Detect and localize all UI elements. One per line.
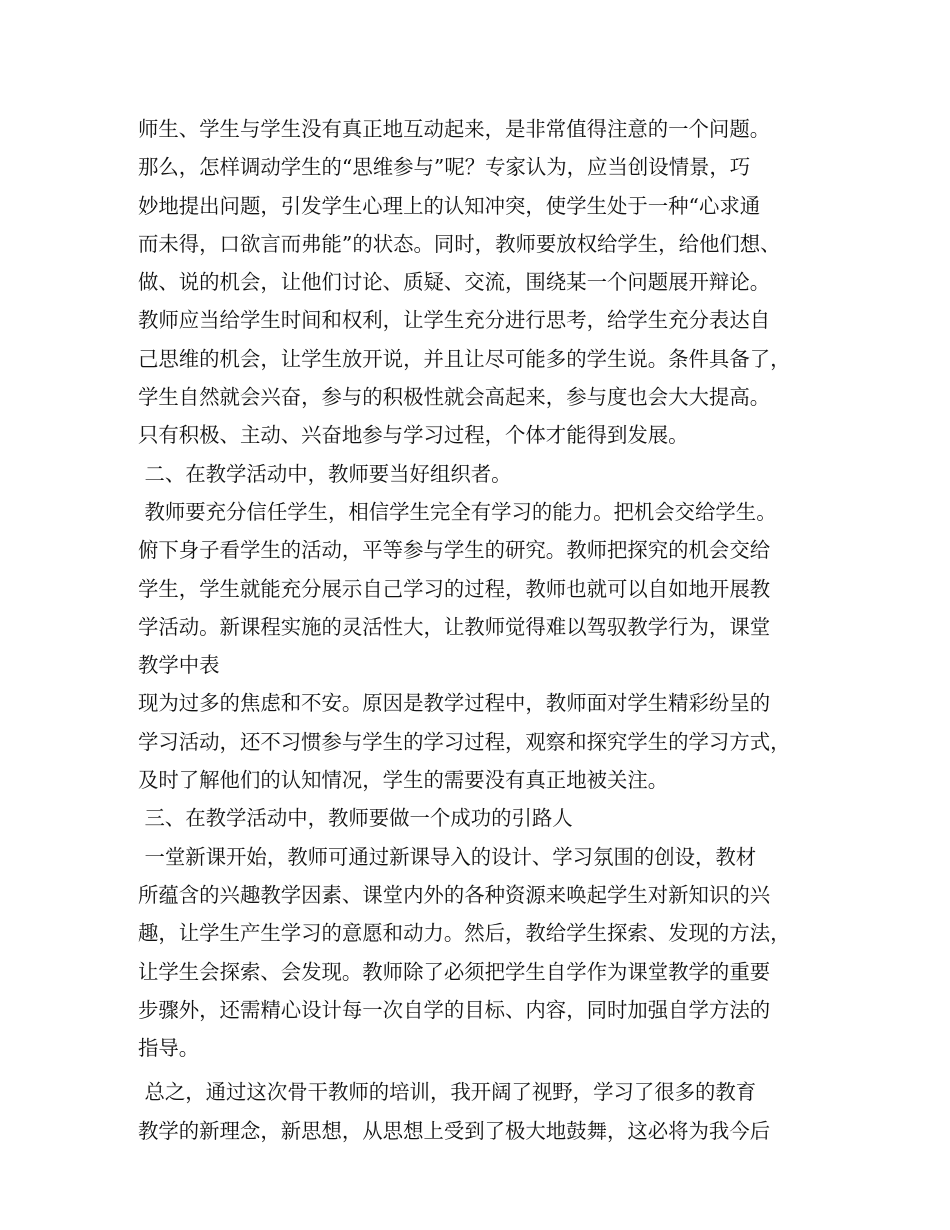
section-heading: 三、在教学活动中，教师要做一个成功的引路人 (138, 806, 573, 831)
text-line: 步骤外，还需精心设计每一次自学的目标、内容，同时加强自学方法的 (138, 997, 771, 1022)
text-line: 让学生会探索、会发现。教师除了必须把学生自学作为课堂教学的重要 (138, 959, 771, 984)
document-body (138, 110, 838, 1150)
text-line: 教学中表 (138, 653, 220, 678)
text-line: 一堂新课开始，教师可通过新课导入的设计、学习氛围的创设，教材 (138, 844, 757, 869)
text-line: 所蕴含的兴趣教学因素、课堂内外的各种资源来唤起学生对新知识的兴 (138, 882, 771, 907)
text-line: 妙地提出问题，引发学生心理上的认知冲突，使学生处于一种“心求通 (138, 193, 761, 218)
text-line: 总之，通过这次骨干教师的培训，我开阔了视野，学习了很多的教育 (138, 1080, 757, 1105)
text-line: 及时了解他们的认知情况，学生的需要没有真正地被关注。 (138, 768, 669, 793)
text-line: 学活动。新课程实施的灵活性大，让教师觉得难以驾驭教学行为，课堂 (138, 614, 771, 639)
text-line: 指导。 (138, 1036, 200, 1061)
text-line: 己思维的机会，让学生放开说，并且让尽可能多的学生说。条件具备了， (138, 346, 791, 371)
text-line: 做、说的机会，让他们讨论、质疑、交流，围绕某一个问题展开辩论。 (138, 270, 771, 295)
text-line: 学习活动，还不习惯参与学生的学习过程，观察和探究学生的学习方式， (138, 729, 791, 754)
section-heading: 二、在教学活动中，教师要当好组织者。 (138, 461, 512, 486)
text-line: 师生、学生与学生没有真正地互动起来，是非常值得注意的一个问题。 (138, 117, 771, 141)
text-line: 教师应当给学生时间和权利，让学生充分进行思考，给学生充分表达自 (138, 308, 771, 333)
text-line: 那么，怎样调动学生的“思维参与”呢？专家认为，应当创设情景，巧 (138, 155, 751, 180)
text-line: 现为过多的焦虑和不安。原因是教学过程中，教师面对学生精彩纷呈的 (138, 691, 771, 716)
text-line: 教学的新理念，新思想，从思想上受到了极大地鼓舞，这必将为我今后 (138, 1118, 771, 1143)
text-line: 俯下身子看学生的活动，平等参与学生的研究。教师把探究的机会交给 (138, 538, 771, 563)
text-line: 只有积极、主动、兴奋地参与学习过程，个体才能得到发展。 (138, 423, 689, 448)
text-line: 教师要充分信任学生，相信学生完全有学习的能力。把机会交给学生。 (138, 499, 777, 524)
text-line: 学生，学生就能充分展示自己学习的过程，教师也就可以自如地开展教 (138, 576, 771, 601)
text-line: 而未得，口欲言而弗能”的状态。同时，教师要放权给学生，给他们想、 (138, 231, 781, 256)
text-line: 学生自然就会兴奋，参与的积极性就会高起来，参与度也会大大提高。 (138, 385, 771, 410)
text-line: 趣，让学生产生学习的意愿和动力。然后，教给学生探索、发现的方法， (138, 921, 791, 946)
